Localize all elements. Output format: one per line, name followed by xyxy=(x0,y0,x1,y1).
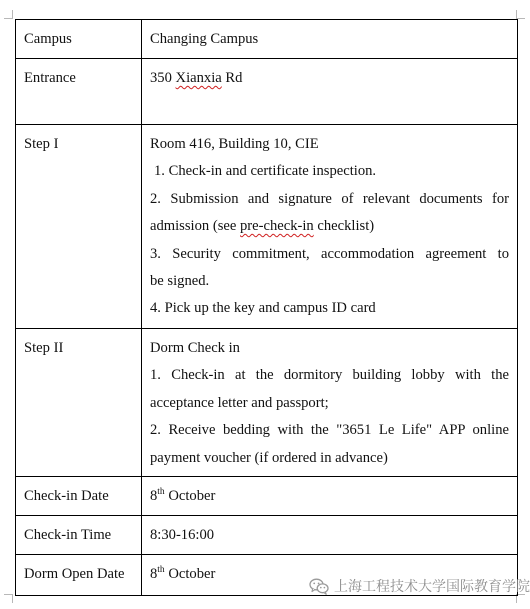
step-1-item-3-line-2: be signed. xyxy=(150,273,210,290)
step-2-title: Dorm Check in xyxy=(150,340,240,356)
wechat-icon xyxy=(309,578,329,595)
check-in-info-table xyxy=(15,19,518,596)
watermark-text: 上海工程技术大学国际教育学院 xyxy=(334,579,530,595)
row-value-entrance xyxy=(142,59,518,125)
row-value-check-in-time: 8:30-16:00 xyxy=(142,516,518,555)
row-label-campus: Campus xyxy=(16,20,142,59)
check-in-day: 8 xyxy=(150,488,158,504)
step-2-item-1-line-2: acceptance letter and passport; xyxy=(150,394,329,411)
step-2-item-2-line-2: payment voucher (if ordered in advance) xyxy=(150,449,388,466)
step-1-item-2-line-1: 2. Submission and signature of relevant documents for xyxy=(150,190,509,207)
step-2-item-2-line-1: 2. Receive bedding with the "3651 Le Life" APP online xyxy=(150,422,509,439)
step-1-item-1: 1. Check-in and certificate inspection. xyxy=(154,163,377,180)
dorm-open-day-suffix: th xyxy=(157,565,165,576)
table-row-step-1 xyxy=(16,125,518,329)
row-label-step-2: Step II xyxy=(16,329,142,477)
check-in-month: October xyxy=(168,488,216,504)
row-value-check-in-date xyxy=(142,477,518,516)
step-2-item-1-line-1: 1. Check-in at the dormitory building lobby with the xyxy=(150,367,509,384)
step-1-item-2-suffix: checklist) xyxy=(317,218,375,235)
page-corner-mark xyxy=(4,10,13,19)
row-value-campus: Changing Campus xyxy=(142,20,518,59)
wechat-account-watermark xyxy=(309,575,530,597)
row-label-entrance: Entrance xyxy=(16,59,142,125)
dorm-open-day: 8 xyxy=(150,566,158,582)
table-row-entrance xyxy=(16,59,518,125)
entrance-suffix: Rd xyxy=(225,70,243,86)
table-row-check-in-time xyxy=(16,516,518,555)
entrance-number: 350 xyxy=(150,70,172,86)
check-in-day-suffix: th xyxy=(157,487,165,498)
page-corner-mark xyxy=(516,10,525,19)
row-value-step-2 xyxy=(142,329,518,477)
step-1-location: Room 416, Building 10, CIE xyxy=(150,136,319,152)
table-row-campus xyxy=(16,20,518,59)
step-1-item-3-line-1: 3. Security commitment, accommodation agreement to xyxy=(150,245,509,262)
step-1-item-4: 4. Pick up the key and campus ID card xyxy=(150,300,376,317)
step-1-item-2-prefix: admission (see xyxy=(150,218,237,235)
table-row-step-2 xyxy=(16,329,518,477)
row-label-check-in-time: Check-in Time xyxy=(16,516,142,555)
row-label-dorm-open-date: Dorm Open Date xyxy=(16,555,142,596)
dorm-open-month: October xyxy=(168,566,216,582)
row-label-step-1: Step I xyxy=(16,125,142,329)
row-value-step-1 xyxy=(142,125,518,329)
table-row-check-in-date xyxy=(16,477,518,516)
step-1-item-2-line-2 xyxy=(150,213,509,240)
row-label-check-in-date: Check-in Date xyxy=(16,477,142,516)
pre-check-in-spellcheck: pre-check-in xyxy=(240,218,314,235)
page-corner-mark xyxy=(4,594,13,603)
entrance-street-spellcheck: Xianxia xyxy=(175,70,222,86)
